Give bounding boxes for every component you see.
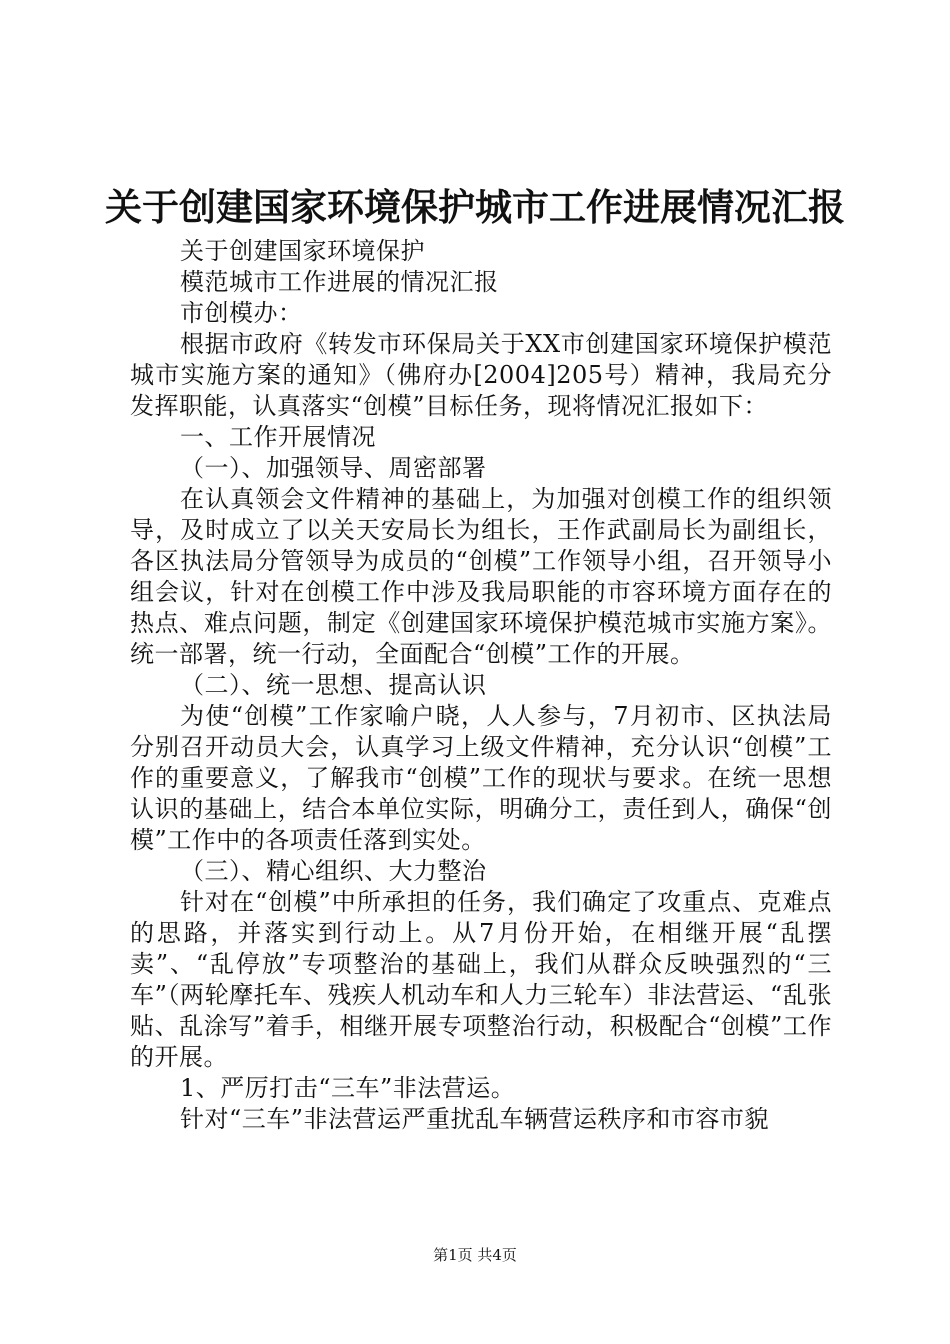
subtitle-line-2: 模范城市工作进展的情况汇报 — [180, 268, 499, 296]
item-heading-1: 1、严厉打击“三车”非法营运。 — [180, 1074, 516, 1102]
subtitle-line-1: 关于创建国家环境保护 — [180, 237, 425, 265]
subsection-heading-1: （一）、加强领导、周密部署 — [180, 454, 487, 482]
paragraph-thinking: 为使“创模”工作家喻户晓，人人参与，7月初市、区执法局分别召开动员大会，认真学习上级文件精神，充分认识“创模”工作的重要意义，了解我市“创模”工作的现状与要求。在统一思想认识的基础上，结合本单位实际，明确分工，责任到人，确保“创模”工作中的各项责任落到实处。 — [130, 702, 832, 854]
document-title: 关于创建国家环境保护城市工作进展情况汇报 — [105, 186, 845, 229]
paragraph-three-vehicles: 针对“三车”非法营运严重扰乱车辆营运秩序和市容市貌 — [180, 1105, 770, 1133]
addressee: 市创模办： — [180, 299, 303, 327]
section-heading-1: 一、工作开展情况 — [180, 423, 376, 451]
paragraph-leadership: 在认真领会文件精神的基础上，为加强对创模工作的组织领导，及时成立了以关天安局长为组长，王作武副局长为副组长，各区执法局分管领导为成员的“创模”工作领导小组，召开领导小组会议，针对在创模工作中涉及我局职能的市容环境方面存在的热点、难点问题，制定《创建国家环境保护模范城市实施方案》。统一部署，统一行动，全面配合“创模”工作的开展。 — [130, 485, 832, 668]
page-footer: 第1页 共4页 — [433, 1246, 517, 1264]
intro-paragraph: 根据市政府《转发市环保局关于XX市创建国家环境保护模范城市实施方案的通知》（佛府办[2004]205号）精神，我局充分发挥职能，认真落实“创模”目标任务，现将情况汇报如下： — [130, 330, 832, 420]
document-body — [130, 236, 832, 1135]
subsection-heading-3: （三）、精心组织、大力整治 — [180, 857, 487, 885]
subsection-heading-2: （二）、统一思想、提高认识 — [180, 671, 487, 699]
paragraph-rectification: 针对在“创模”中所承担的任务，我们确定了攻重点、克难点的思路，并落实到行动上。从7月份开始，在相继开展“乱摆卖”、“乱停放”专项整治的基础上，我们从群众反映强烈的“三车”（两轮摩托车、残疾人机动车和人力三轮车）非法营运、“乱张贴、乱涂写”着手，相继开展专项整治行动，积极配合“创模”工作的开展。 — [130, 888, 832, 1071]
